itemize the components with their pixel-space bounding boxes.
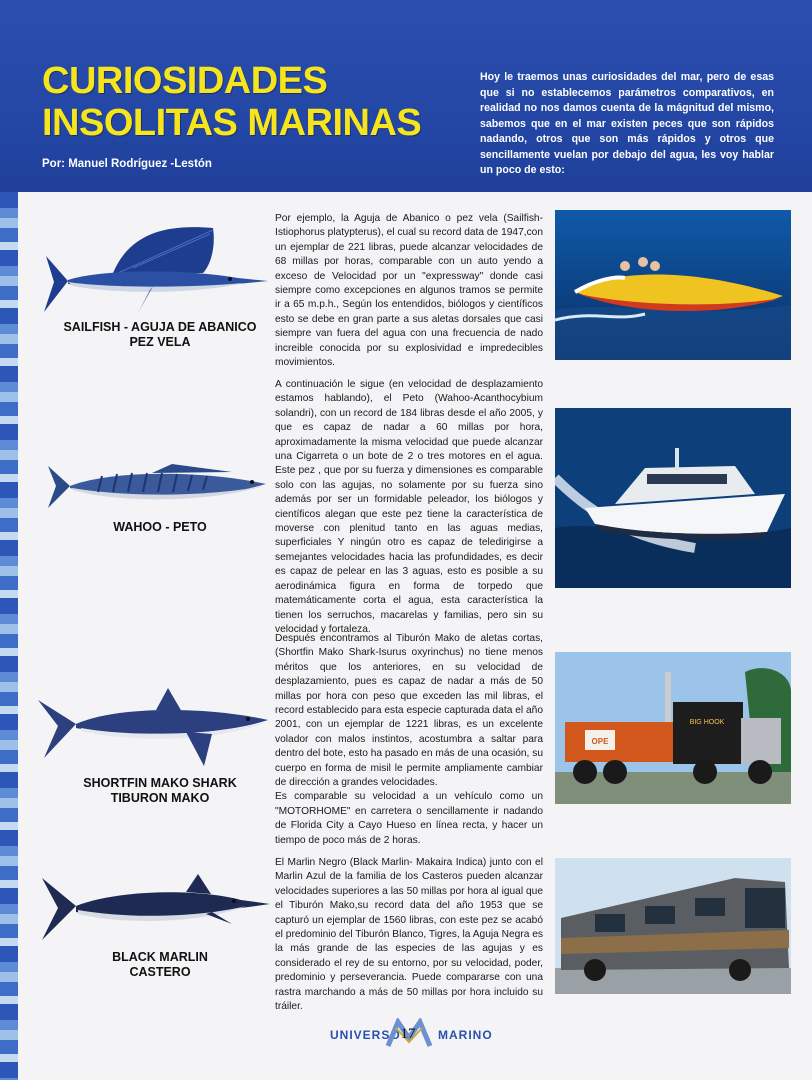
- tow-truck-photo: [555, 652, 791, 804]
- brand-universo: UNIVERSO: [330, 1028, 401, 1042]
- speedboat-photo: [555, 210, 791, 360]
- article-title: [42, 60, 421, 144]
- mako-shark-illustration: [36, 684, 272, 770]
- motorhome-photo: [555, 858, 791, 994]
- byline: Por: Manuel Rodríguez -Lestón: [42, 158, 212, 170]
- wahoo-illustration: [42, 458, 270, 514]
- mako-text-block: [275, 632, 543, 848]
- mako-caption: SHORTFIN MAKO SHARK TIBURON MAKO: [83, 776, 237, 805]
- wahoo-caption: WAHOO - PETO: [113, 520, 207, 534]
- black-marlin-illustration: [36, 868, 272, 942]
- black-marlin-caption: BLACK MARLIN CASTERO: [112, 950, 208, 979]
- footer: [0, 1018, 812, 1058]
- truck-sign-text: BIG HOOK: [689, 719, 725, 726]
- left-decorative-stripe: [0, 192, 18, 1080]
- header-band: [0, 0, 812, 192]
- black-marlin-paragraph: El Marlin Negro (Black Marlin- Makaira Indica) junto con el Marlin Azul de la familia de los Casteros pueden alcanzar velocidades superiores a las 50 millas por hora al igual que el Tiburón Mako,su record data del año 1953 que se capturó un ejemplar de 1560 libras, con este pez se acabó el predominio del Tiburón Blanco, Tigres, la Aguja Negra es la más grande de las especies de las agujas y es considerado el rey de su entorno, por su velocidad, poder, predominio y perseverancia. Puede compararse con una rastra marchando a más de 50 millas por hora incluido su tráiler.: [275, 857, 543, 1013]
- truck-door-text: OPE: [591, 737, 609, 746]
- page-number: 17: [400, 1026, 416, 1042]
- sailfish-paragraph: Por ejemplo, la Aguja de Abanico o pez vela (Sailfish-Istiophorus platypterus), el cual su record data de 1947,con un ejemplar de 221 libras, puede alcanzar velocidades de 68 millas por horas, comparable con un auto yendo a exceso de Velocidad por un "expressway" donde casi siempre como excepciones en algunos tramos se permite ir a 65 m.p.h., Según los entendidos, biólogos y científicos esto se debe en gran parte a sus aletas dorsales que casi siempre van fuera del agua con una frecuencia de nado increible conocida por su explosividad e impredecibles movimientos.: [275, 213, 543, 369]
- mako-paragraph: Después encontramos al Tiburón Mako de aletas cortas, (Shortfin Mako Shark-Isurus oxyrinchus) no tiene menos méritos que los anteriores, en su velocidad de desplazamiento, pues es capaz de nadar a más de 50 millas por hora con peso que exceden las mil libras, el record establecido para esta especie capturada data el año 2001, con un ejemplar de 1221 libras, es un excelente volador con malos instintos, acostumbra a saltar para dentro del bote, esto ha pasado en más de una ocasión, su cuerpo en forma de misil le permite ampliamente cambiar de dirección a grandes velocidades.: [275, 633, 543, 789]
- title-line-1: CURIOSIDADES: [42, 60, 328, 102]
- mako-comparison-paragraph: Es comparable su velocidad a un vehículo como un "MOTORHOME" en carretera o sencillamente ir nadando de Florida City a Cayo Hueso en línea recta, y hacer un tiempo de poco más de 2 horas.: [275, 791, 543, 846]
- title-line-2: INSOLITAS MARINAS: [42, 102, 422, 144]
- sailfish-caption: SAILFISH - AGUJA DE ABANICO PEZ VELA: [63, 320, 257, 349]
- wahoo-paragraph: A continuación le sigue (en velocidad de desplazamiento estamos hablando), el Peto (Wahoo-Acanthocybium solandri), con un record de 184 libras desde el año 2005, y que es capaz de nadar a 60 millas por hora, aproximadamente la misma velocidad que puede alcanzar una Cigarreta o un bote de 2 o tres motores en el agua. Este pez , que por su fuerza y dimensiones es comparable solo con las agujas, no solamente por su fuerza sino además por ser un formidable peleador, los biólogos y científicos alegan que este pez tiene la característica de moverse con plenitud tanto en las aguas medias, superficiales Y ningún otro es capaz de teledirigirse a semejantes velocidades hacia las profundidades, es decir es capaz de pelear en las 3 aguas, esto es posible a su aerodinámica figura en forma de torpedo que matemáticamente corta el agua, esta característica la tienen los serruchos, macarelas y familias, pero sin su velocidad y fortaleza.: [275, 379, 543, 635]
- sailfish-illustration: [38, 218, 270, 318]
- yacht-photo: [555, 408, 791, 588]
- intro-paragraph: Hoy le traemos unas curiosidades del mar, pero de esas que si no establecemos parámetros comparativos, en realidad no nos damos cuenta de la mágnitud del mismo, sabemos que en el mar existen peces que son rápidos nadando, otros que son más rápidos y otros que sencillamente vuelan por debajo del agua, les voy hablar un poco de esto:: [480, 71, 774, 176]
- brand-marino: MARINO: [438, 1028, 493, 1042]
